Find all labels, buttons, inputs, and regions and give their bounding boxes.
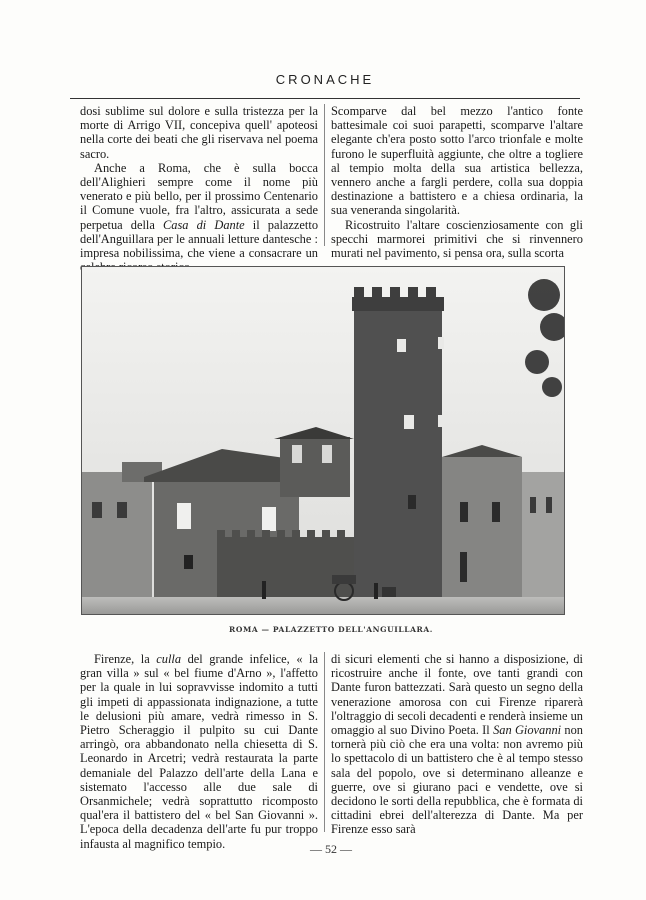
paragraph: di sicuri elementi che si hanno a disposizione, di ricostruire anche il fonte, ove tanti grandi con Dante furon battezzati. Sarà questo un segno della venerazione amorosa con cui Firenze riparerà l'oltraggio di secoli decadenti e renderà insieme un omaggio al suo Divino Poeta. Il San Giovanni non tornerà più ciò che era una volta: non avremo più lo spettacolo di un battistero che è al tempo stesso sala del popolo, ove si determinano alleanze e guerre, ove si giurano paci e vendette, ove si decidono le sorti della repubblica, che è formata di cittadini ebrei dell'alterezza di Dante. Ma per Firenze esso sarà <box>331 652 583 837</box>
figure-caption: ROMA — PALAZZETTO DELL'ANGUILLARA. <box>229 625 433 634</box>
text-column-bottom-right <box>331 652 583 837</box>
page-number: — 52 — <box>310 842 352 856</box>
building-photo-illustration <box>82 267 564 614</box>
column-divider-top <box>324 104 325 246</box>
paragraph: Firenze, la culla del grande infelice, « la gran villa » sul « bel fiume d'Arno », l'affetto per la quale in lui sopravvisse indomito a tutti gli impeti di appassionata indignazione, a tutte le delusioni più amare, vedrà rimesso in S. Pietro Scheraggio il pulpito su cui Dante arringò, ora abbandonato nella chiesetta di S. Leonardo in Arcetri; vedrà restaurata la parte demaniale del Palazzo dell'arte della Lana e sistemato l'accesso alle due sale di Orsanmichele; vedrà soprattutto ricomposto qual'era il battistero del « bel San Giovanni ». L'epoca della decadenza dell'arte fu pur troppo infausta al magnifico tempio. <box>80 652 318 851</box>
paragraph: Anche a Roma, che è sulla bocca dell'Alighieri sempre come il nome più venerato e più bello, per il prossimo Centenario il Comune vuole, fra l'altro, assicurata a sede perpetua della Casa di Dante il palazzetto dell'Anguillara per le annuali letture dantesche : impresa nobilissima, che viene a consacrare un <box>80 160 319 261</box>
photo-palazzetto-anguillara <box>81 266 565 615</box>
paragraph: Ricostruito l'altare coscienziosamente con gli specchi marmorei primitivi che si rinvennero murati nel pavimento, si pensa ora, sulla scorta <box>331 217 583 261</box>
column-divider-bottom <box>324 652 325 832</box>
paragraph: Scomparve dal bel mezzo l'antico fonte battesimale coi suoi parapetti, scomparve l'altare elegante ch'era posto sotto l'arco trionfale e molte furono le superfluità aggiunte, che oltre a togliere al tempio molta della sua artistica bellezza, vennero anche a fargli perdere, colla sua doppia destinazione a battistero e a chiesa ordinaria, la sua veneranda singolarità. <box>331 104 583 218</box>
text-column-top-left <box>80 104 318 274</box>
header-rule <box>70 98 580 99</box>
paragraph: dosi sublime sul dolore e sulla tristezza per la morte di Arrigo VII, concepiva quell' apoteosi nella corte dei beati che gli riservava nel poema sacro. <box>80 104 318 161</box>
running-header: CRONACHE <box>275 72 375 87</box>
text-column-top-right <box>331 104 583 260</box>
text-column-bottom-left <box>80 652 318 851</box>
